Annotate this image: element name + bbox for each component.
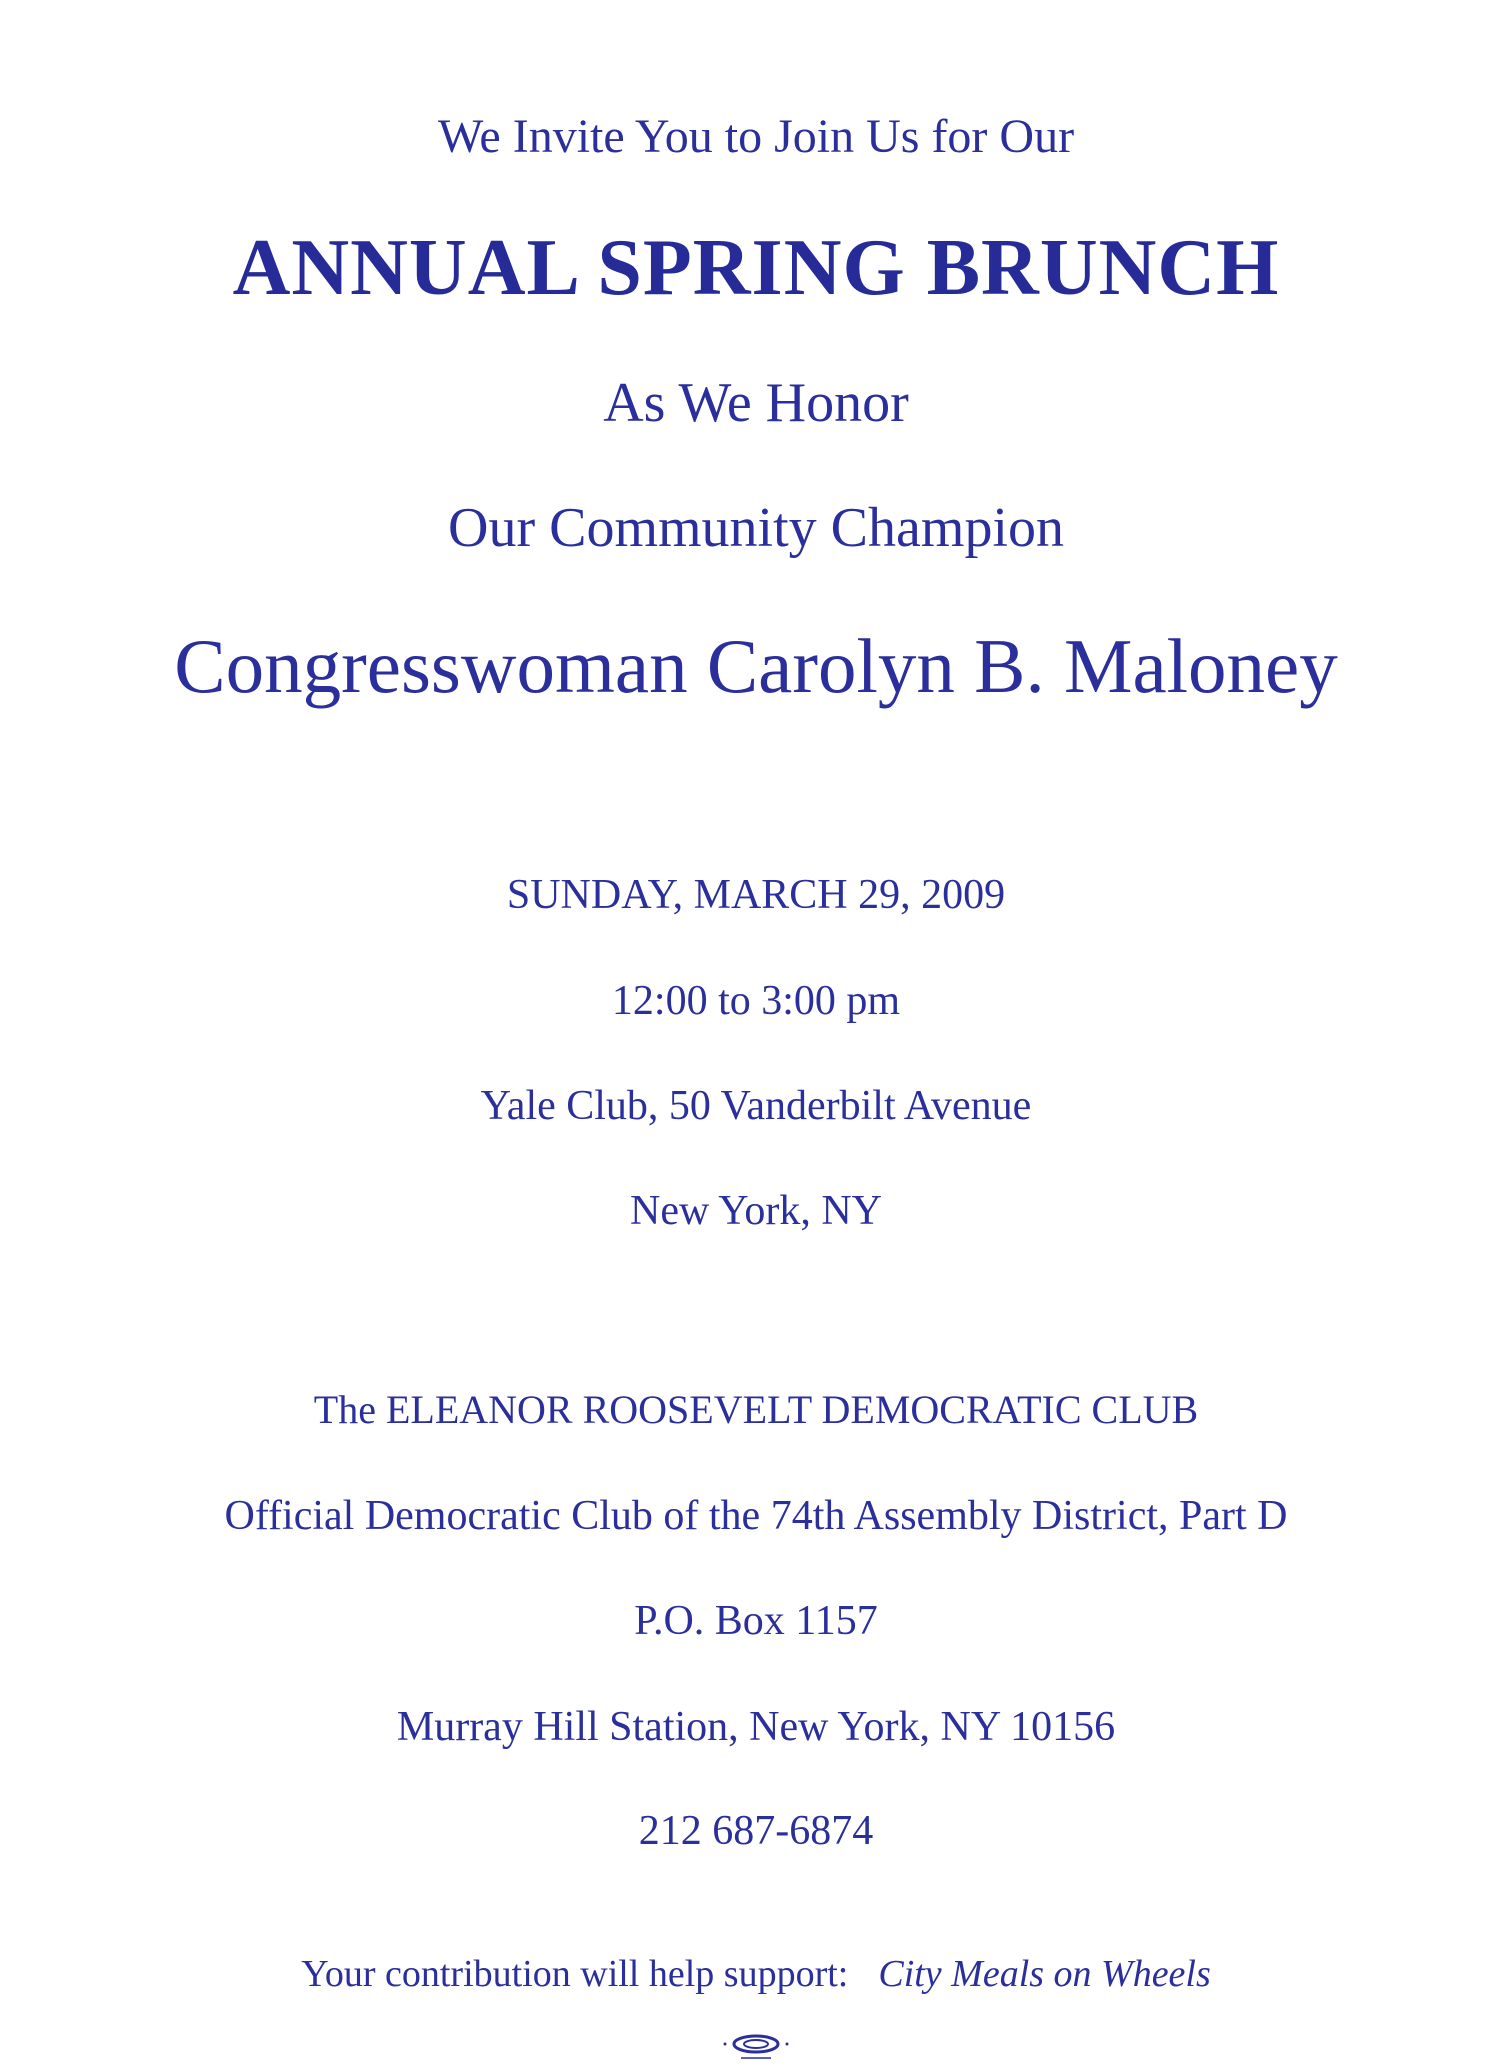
event-time: 12:00 to 3:00 pm	[611, 978, 901, 1024]
event-date: SUNDAY, MARCH 29, 2009	[506, 872, 1006, 918]
support-note	[0, 1955, 1512, 1993]
honoree-name: Congresswoman Carolyn B. Maloney	[174, 623, 1338, 709]
event-city: New York, NY	[629, 1188, 883, 1234]
host-phone: 212 687-6874	[638, 1808, 874, 1854]
support-label: Your contribution will help support:	[301, 1953, 849, 1995]
event-title: ANNUAL SPRING BRUNCH	[232, 224, 1280, 312]
honor-title: Our Community Champion	[448, 497, 1064, 559]
honor-line: As We Honor	[603, 372, 909, 434]
host-address: Murray Hill Station, New York, NY 10156	[396, 1704, 1116, 1750]
host-description: Official Democratic Club of the 74th Assembly District, Part D	[224, 1493, 1288, 1539]
host-club-name: The ELEANOR ROOSEVELT DEMOCRATIC CLUB	[313, 1387, 1199, 1432]
citymeals-logo-icon	[715, 2030, 797, 2062]
event-venue: Yale Club, 50 Vanderbilt Avenue	[480, 1083, 1032, 1129]
beneficiary-name: City Meals on Wheels	[878, 1953, 1211, 1995]
host-po-box: P.O. Box 1157	[634, 1598, 878, 1644]
invite-intro: We Invite You to Join Us for Our	[437, 110, 1075, 163]
